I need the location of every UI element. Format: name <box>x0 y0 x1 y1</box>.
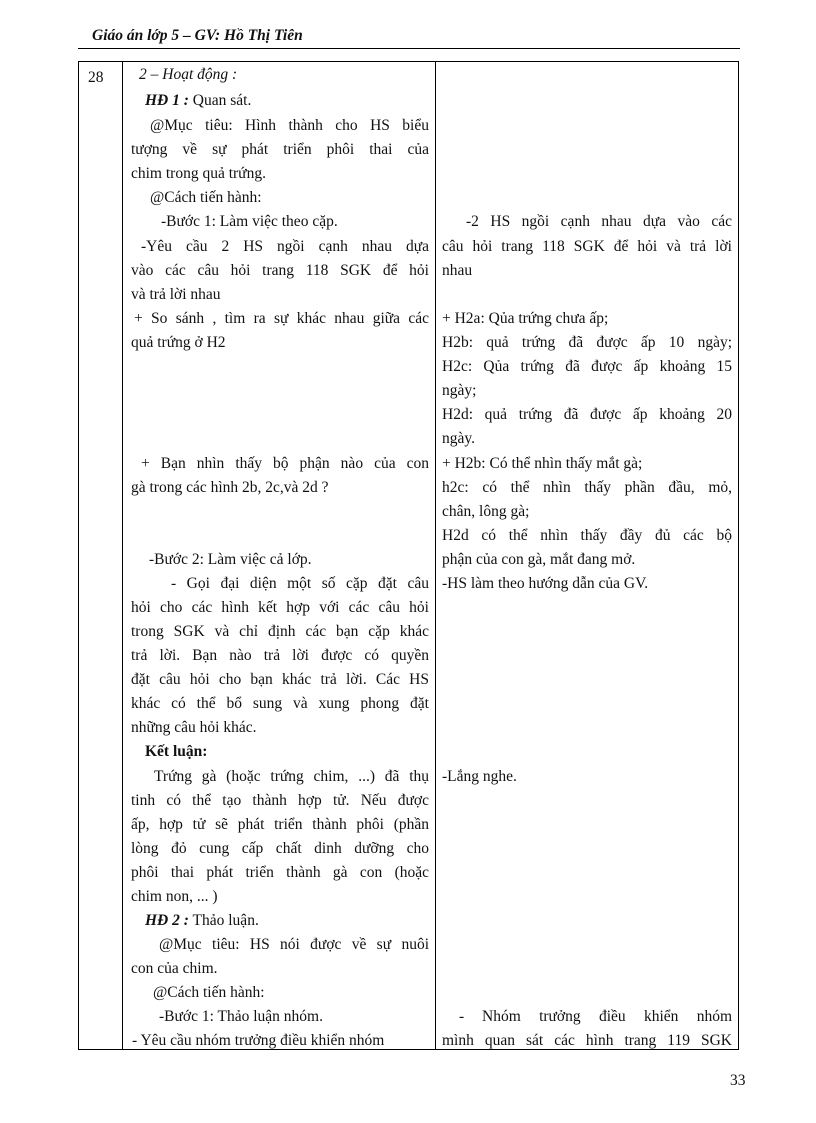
header-title: Giáo án lớp 5 – GV: Hồ Thị Tiên <box>92 27 303 44</box>
dash-marker: - <box>459 1008 465 1025</box>
text-line: phôi thai phát triển thành gà con (hoặc <box>131 864 429 881</box>
text-line: @Cách tiến hành: <box>150 189 262 206</box>
text-line: - Gọi đại diện một số cặp đặt câu <box>171 575 429 592</box>
text-line: và trả lời nhau <box>131 286 221 303</box>
text-line: câu hỏi trang 118 SGK để hỏi và trả lời <box>442 238 732 255</box>
section-heading: 2 – Hoạt động : <box>139 66 238 83</box>
text-line: @Cách tiến hành: <box>153 984 265 1001</box>
text-line: lòng đỏ cung cấp chất dinh dưỡng cho <box>131 840 429 857</box>
text-line: -Bước 1: Thảo luận nhóm. <box>159 1008 323 1025</box>
text-line: chim non, ... ) <box>131 888 218 905</box>
text-line: ngày. <box>442 430 475 447</box>
text-line: + Bạn nhìn thấy bộ phận nào của con <box>141 455 429 472</box>
text-line: tinh có thể tạo thành hợp tử. Nếu được <box>131 792 429 809</box>
text-line: chân, lông gà; <box>442 503 530 520</box>
activity-2-heading <box>145 909 429 933</box>
text-line: + H2a: Qủa trứng chưa ấp; <box>442 310 609 327</box>
text-line: H2d: quả trứng đã được ấp khoảng 20 <box>442 406 732 423</box>
text-line: quả trứng ở H2 <box>131 334 226 351</box>
text-line: H2d có thể nhìn thấy đầy đủ các bộ <box>442 527 732 544</box>
text-line: Nhóm trưởng điều khiển nhóm <box>482 1008 732 1025</box>
text-line: - Yêu cầu nhóm trưởng điều khiển nhóm <box>132 1032 385 1049</box>
conclusion-heading: Kết luận: <box>145 743 208 760</box>
text-line: @Mục tiêu: Hình thành cho HS biểu <box>150 117 429 134</box>
text-line: -Yêu cầu 2 HS ngồi cạnh nhau dựa <box>141 238 429 255</box>
text-line: gà trong các hình 2b, 2c,và 2d ? <box>131 479 329 496</box>
text-line: phận của con gà, mắt đang mở. <box>442 551 636 568</box>
text-line: tượng về sự phát triển phôi thai của <box>131 141 429 158</box>
text-line: -Bước 1: Làm việc theo cặp. <box>161 213 338 230</box>
text-line: -Lắng nghe. <box>442 768 517 785</box>
text-line: H2b: quả trứng đã được ấp 10 ngày; <box>442 334 732 351</box>
text-line: @Mục tiêu: HS nói được về sự nuôi <box>159 936 429 953</box>
text-line: -HS làm theo hướng dẫn của GV. <box>442 575 649 592</box>
text-line: con của chim. <box>131 960 218 977</box>
text-line: H2c: Qủa trứng đã được ấp khoảng 15 <box>442 358 732 375</box>
text-line: trả lời. Bạn nào trả lời được có quyền <box>131 647 429 664</box>
text-line: + H2b: Có thể nhìn thấy mắt gà; <box>442 455 643 472</box>
column-divider-2 <box>435 62 436 1049</box>
text-line: ấp, hợp tử sẽ phát triển thành phôi (phần <box>131 816 429 833</box>
text-line: trong SGK và chỉ định các bạn cặp khác <box>131 623 429 640</box>
text-line: Trứng gà (hoặc trứng chim, ...) đã thụ <box>154 768 429 785</box>
text-line: khác có thể bổ sung và xung phong đặt <box>131 695 429 712</box>
row-number: 28 <box>88 69 104 86</box>
text-line: mình quan sát các hình trang 119 SGK <box>442 1032 732 1049</box>
activity-2-label: HĐ 2 : <box>145 912 189 929</box>
text-line: -Bước 2: Làm việc cả lớp. <box>149 551 312 568</box>
activity-1-title: Quan sát. <box>192 92 252 109</box>
text-line: -2 HS ngồi cạnh nhau dựa vào các <box>466 213 732 230</box>
text-line: hỏi cho các hình kết hợp với các câu hỏi <box>131 599 429 616</box>
text-line: chim trong quả trứng. <box>131 165 266 182</box>
text-line: h2c: có thể nhìn thấy phần đầu, mỏ, <box>442 479 732 496</box>
activity-1-label: HĐ 1 : <box>145 92 189 109</box>
text-line: nhau <box>442 262 473 279</box>
text-line: ngày; <box>442 382 477 399</box>
text-line: những câu hỏi khác. <box>131 719 257 736</box>
text-line: đặt câu hỏi cho bạn khác trả lời. Các HS <box>131 671 429 688</box>
activity-1-heading <box>145 89 429 113</box>
text-line: vào các câu hỏi trang 118 SGK để hỏi <box>131 262 429 279</box>
page-number: 33 <box>730 1072 746 1089</box>
text-line: + So sánh , tìm ra sự khác nhau giữa các <box>134 310 429 327</box>
column-divider-1 <box>122 62 123 1049</box>
activity-2-title: Thảo luận. <box>192 912 259 929</box>
header-rule <box>78 48 740 49</box>
